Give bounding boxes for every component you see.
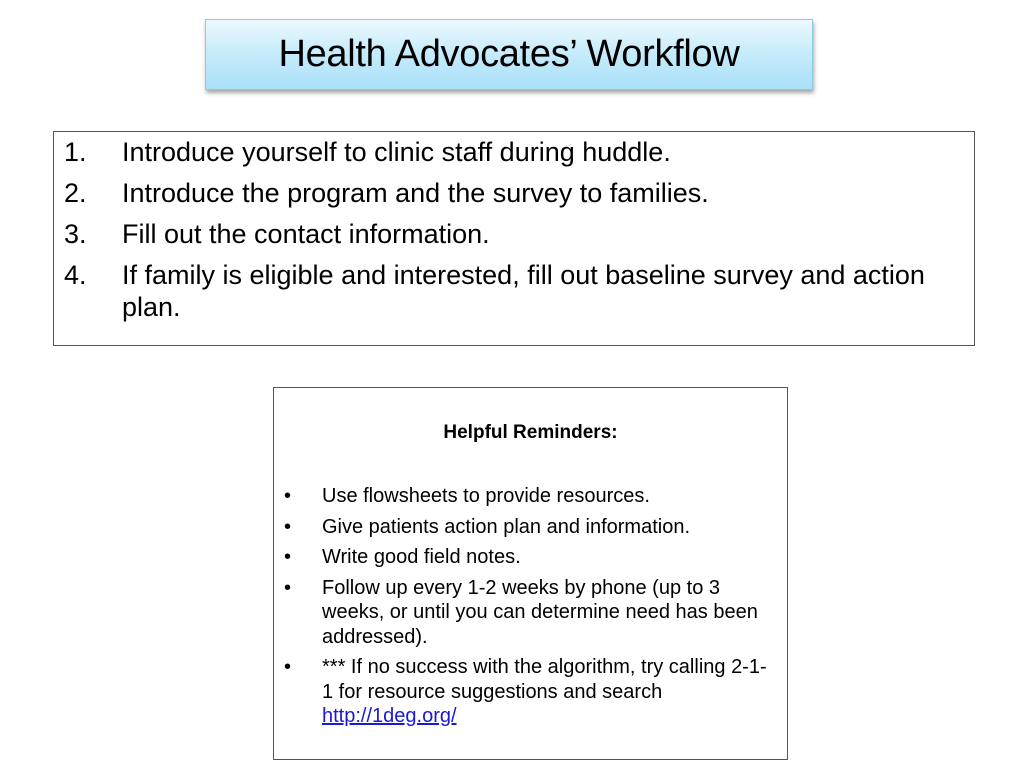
workflow-steps-box (53, 131, 975, 346)
step-number: 1. (64, 137, 87, 167)
reminder-text: *** If no success with the algorithm, try calling 2-1-1 for resource suggestions and search (322, 656, 767, 703)
step-text: Introduce the program and the survey to families. (122, 178, 709, 208)
helpful-reminders-box (273, 387, 788, 760)
reminder-text-with-link (322, 655, 777, 729)
bullet-icon: • (284, 576, 292, 599)
reminder-item (284, 655, 777, 729)
bullet-icon: • (284, 656, 292, 678)
reminder-text: Follow up every 1-2 weeks by phone (up to 3 weeks, or until you can determine need has been addressed). (322, 576, 758, 648)
step-text: Introduce yourself to clinic staff during huddle. (122, 137, 671, 167)
bullet-icon: • (284, 546, 292, 568)
workflow-step (64, 259, 968, 323)
reminders-list (284, 484, 777, 735)
workflow-step (64, 136, 968, 168)
1deg-link[interactable]: http://1deg.org/ (322, 705, 457, 727)
reminder-text: Use flowsheets to provide resources. (322, 485, 650, 507)
reminder-item (284, 545, 777, 570)
reminder-text: Write good field notes. (322, 546, 521, 568)
reminder-item (284, 484, 777, 509)
workflow-steps-list (64, 136, 968, 323)
reminders-heading: Helpful Reminders: (443, 422, 618, 443)
reminder-item (284, 576, 777, 650)
step-text: If family is eligible and interested, fill out baseline survey and action plan. (122, 260, 925, 322)
title-banner (205, 19, 813, 90)
bullet-icon: • (284, 485, 292, 507)
step-number: 2. (64, 178, 87, 208)
step-number: 3. (64, 219, 87, 249)
workflow-step (64, 218, 968, 250)
bullet-icon: • (284, 515, 292, 538)
step-text: Fill out the contact information. (122, 219, 490, 249)
step-number: 4. (64, 260, 87, 290)
workflow-step (64, 177, 968, 209)
reminder-text: Give patients action plan and information. (322, 515, 690, 538)
page-title: Health Advocates’ Workflow (278, 33, 740, 75)
reminder-item (284, 515, 777, 540)
